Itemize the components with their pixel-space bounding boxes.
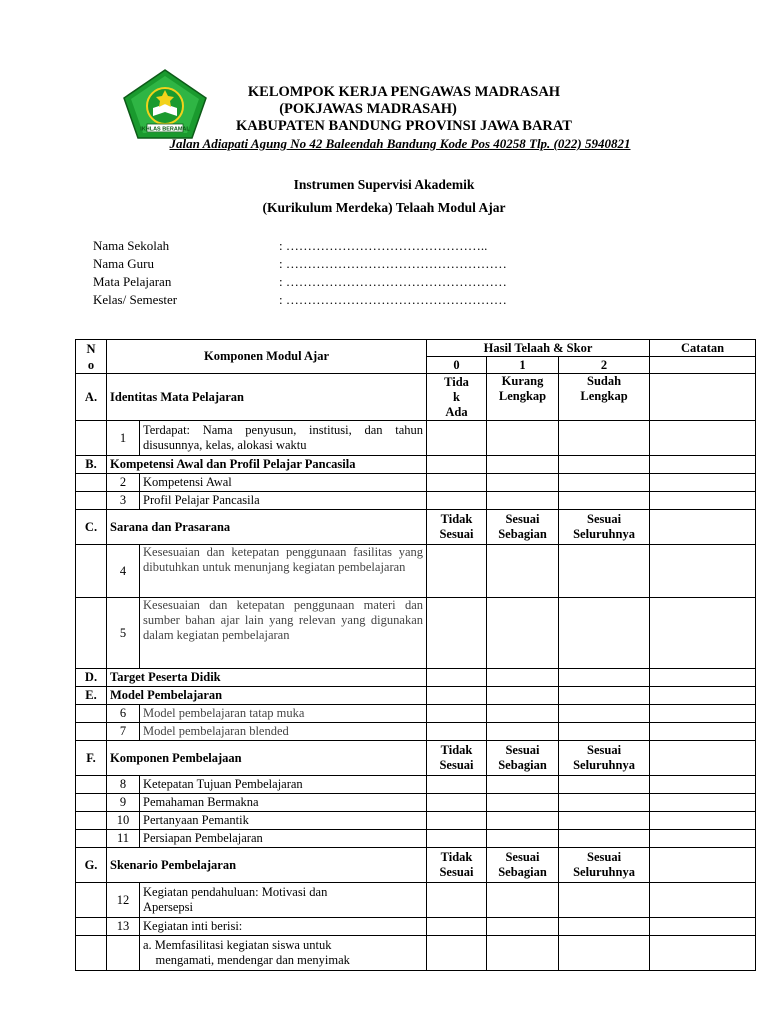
item-no: 8 xyxy=(107,776,140,794)
catatan-cell[interactable] xyxy=(650,741,756,776)
score-cell[interactable] xyxy=(487,705,559,723)
score-2: 2 xyxy=(559,357,650,374)
score-cell[interactable] xyxy=(487,598,559,669)
item-text: Kesesuaian dan ketepatan penggunaan materi dan sumber bahan ajar lain yang relevan yang digunakan dalam kegiatan pembelajaran xyxy=(140,598,427,669)
item-no: 10 xyxy=(107,812,140,830)
score-cell[interactable] xyxy=(427,936,487,971)
org-address: Jalan Adiapati Agung No 42 Baleendah Bandung Kode Pos 40258 Tlp. (022) 5940821 xyxy=(169,136,631,151)
score-cell[interactable] xyxy=(487,776,559,794)
score-cell[interactable] xyxy=(559,474,650,492)
catatan-cell[interactable] xyxy=(650,421,756,456)
catatan-cell[interactable] xyxy=(650,723,756,741)
col-header-catatan: Catatan xyxy=(650,340,756,357)
score-cell[interactable] xyxy=(559,794,650,812)
score-cell[interactable] xyxy=(427,883,487,918)
catatan-cell xyxy=(650,357,756,374)
scale-label: Sesuai Seluruhnya xyxy=(559,510,650,545)
score-cell[interactable] xyxy=(487,812,559,830)
score-cell[interactable] xyxy=(559,918,650,936)
item-text: Model pembelajaran tatap muka xyxy=(140,705,427,723)
field-value-guru[interactable]: : …………………………………………… xyxy=(279,256,507,271)
section-title: Skenario Pembelajaran xyxy=(107,848,427,883)
scale-label: Sesuai Seluruhnya xyxy=(559,848,650,883)
field-value-kelas[interactable]: : …………………………………………… xyxy=(279,292,507,307)
item-text: Terdapat: Nama penyusun, institusi, dan tahun disusunnya, kelas, alokasi waktu xyxy=(140,421,427,456)
item-no: 1 xyxy=(107,421,140,456)
scale-label: Tidak Sesuai xyxy=(427,741,487,776)
item-no: 3 xyxy=(107,492,140,510)
catatan-cell[interactable] xyxy=(650,776,756,794)
score-0: 0 xyxy=(427,357,487,374)
telaah-table xyxy=(75,339,756,971)
catatan-cell[interactable] xyxy=(650,848,756,883)
score-cell[interactable] xyxy=(559,421,650,456)
score-cell[interactable] xyxy=(487,474,559,492)
catatan-cell[interactable] xyxy=(650,812,756,830)
score-cell[interactable] xyxy=(427,545,487,598)
catatan-cell[interactable] xyxy=(650,374,756,421)
scale-label: Sesuai Sebagian xyxy=(487,510,559,545)
org-region: KABUPATEN BANDUNG PROVINSI JAWA BARAT xyxy=(236,118,572,134)
score-cell[interactable] xyxy=(487,545,559,598)
catatan-cell[interactable] xyxy=(650,705,756,723)
item-no: 5 xyxy=(107,598,140,669)
score-cell[interactable] xyxy=(487,918,559,936)
score-cell[interactable] xyxy=(427,723,487,741)
section-letter: D. xyxy=(76,669,107,687)
col-header-no: N o xyxy=(76,340,107,374)
section-title: Identitas Mata Pelajaran xyxy=(107,374,427,421)
logo-motto: IKHLAS BERAMAL xyxy=(140,126,190,133)
item-text: Model pembelajaran blended xyxy=(140,723,427,741)
catatan-cell[interactable] xyxy=(650,598,756,669)
scale-label: Tidak Sesuai xyxy=(427,848,487,883)
scale-label: Tida k Ada xyxy=(427,374,487,421)
section-title: Komponen Pembelajaan xyxy=(107,741,427,776)
score-1: 1 xyxy=(487,357,559,374)
score-cell[interactable] xyxy=(427,812,487,830)
item-text: Profil Pelajar Pancasila xyxy=(140,492,427,510)
score-cell[interactable] xyxy=(487,883,559,918)
catatan-cell[interactable] xyxy=(650,794,756,812)
item-no: 13 xyxy=(107,918,140,936)
section-letter: E. xyxy=(76,687,107,705)
doc-title: Instrumen Supervisi Akademik xyxy=(293,177,475,192)
score-cell[interactable] xyxy=(559,598,650,669)
item-no: 7 xyxy=(107,723,140,741)
field-label-mapel: Mata Pelajaran xyxy=(93,274,172,289)
section-title: Target Peserta Didik xyxy=(107,669,427,687)
field-label-sekolah: Nama Sekolah xyxy=(93,238,170,253)
item-text: Ketepatan Tujuan Pembelajaran xyxy=(140,776,427,794)
item-text: Kesesuaian dan ketepatan penggunaan fasilitas yang dibutuhkan untuk menunjang kegiatan pembelajaran xyxy=(140,545,427,598)
item-text: Kompetensi Awal xyxy=(140,474,427,492)
score-cell[interactable] xyxy=(559,545,650,598)
score-cell[interactable] xyxy=(487,492,559,510)
score-cell[interactable] xyxy=(487,421,559,456)
scale-label: Kurang Lengkap xyxy=(487,374,559,421)
score-cell[interactable] xyxy=(427,474,487,492)
col-header-hasil: Hasil Telaah & Skor xyxy=(427,340,650,357)
catatan-cell[interactable] xyxy=(650,918,756,936)
score-cell[interactable] xyxy=(487,723,559,741)
score-cell[interactable] xyxy=(559,705,650,723)
score-cell[interactable] xyxy=(427,421,487,456)
item-subtext: a. Memfasilitasi kegiatan siswa untuk mengamati, mendengar dan menyimak xyxy=(140,936,427,971)
scale-label: Sesuai Seluruhnya xyxy=(559,741,650,776)
scale-label: Sesuai Sebagian xyxy=(487,848,559,883)
section-letter: C. xyxy=(76,510,107,545)
section-letter: G. xyxy=(76,848,107,883)
item-text: Pertanyaan Pemantik xyxy=(140,812,427,830)
section-letter: A. xyxy=(76,374,107,421)
item-no: 9 xyxy=(107,794,140,812)
doc-subtitle: (Kurikulum Merdeka) Telaah Modul Ajar xyxy=(262,200,506,215)
item-no: 12 xyxy=(107,883,140,918)
score-cell[interactable] xyxy=(427,705,487,723)
score-cell[interactable] xyxy=(487,830,559,848)
scale-label: Tidak Sesuai xyxy=(427,510,487,545)
item-text: Persiapan Pembelajaran xyxy=(140,830,427,848)
catatan-cell[interactable] xyxy=(650,830,756,848)
item-text: Kegiatan inti berisi: xyxy=(140,918,427,936)
section-title: Kompetensi Awal dan Profil Pelajar Pancasila xyxy=(107,456,427,474)
score-cell[interactable] xyxy=(427,830,487,848)
section-letter: B. xyxy=(76,456,107,474)
score-cell[interactable] xyxy=(559,492,650,510)
catatan-cell[interactable] xyxy=(650,474,756,492)
score-cell[interactable] xyxy=(487,936,559,971)
score-cell[interactable] xyxy=(559,776,650,794)
score-cell[interactable] xyxy=(427,794,487,812)
score-cell[interactable] xyxy=(427,598,487,669)
scale-label: Sesuai Sebagian xyxy=(487,741,559,776)
item-text: Kegiatan pendahuluan: Motivasi dan Apersepsi xyxy=(140,883,427,918)
field-value-mapel[interactable]: : …………………………………………… xyxy=(279,274,507,289)
score-cell[interactable] xyxy=(427,776,487,794)
item-no: 4 xyxy=(107,545,140,598)
score-cell[interactable] xyxy=(427,918,487,936)
col-header-komponen: Komponen Modul Ajar xyxy=(107,340,427,374)
score-cell[interactable] xyxy=(487,794,559,812)
org-name: KELOMPOK KERJA PENGAWAS MADRASAH xyxy=(247,84,561,100)
item-no: 2 xyxy=(107,474,140,492)
score-cell[interactable] xyxy=(559,883,650,918)
org-abbrev: (POKJAWAS MADRASAH) xyxy=(279,101,457,117)
field-label-kelas: Kelas/ Semester xyxy=(93,292,178,307)
item-no: 6 xyxy=(107,705,140,723)
catatan-cell[interactable] xyxy=(650,883,756,918)
score-cell[interactable] xyxy=(559,830,650,848)
score-cell[interactable] xyxy=(559,936,650,971)
section-title: Sarana dan Prasarana xyxy=(107,510,427,545)
item-text: Pemahaman Bermakna xyxy=(140,794,427,812)
section-title: Model Pembelajaran xyxy=(107,687,427,705)
catatan-cell[interactable] xyxy=(650,936,756,971)
catatan-cell[interactable] xyxy=(650,510,756,545)
score-cell[interactable] xyxy=(559,723,650,741)
field-value-sekolah[interactable]: : ……………………………………….. xyxy=(279,238,488,253)
catatan-cell[interactable] xyxy=(650,492,756,510)
catatan-cell[interactable] xyxy=(650,545,756,598)
scale-label: Sudah Lengkap xyxy=(559,374,650,421)
score-cell[interactable] xyxy=(427,492,487,510)
field-label-guru: Nama Guru xyxy=(93,256,155,271)
score-cell[interactable] xyxy=(559,812,650,830)
item-no: 11 xyxy=(107,830,140,848)
section-letter: F. xyxy=(76,741,107,776)
